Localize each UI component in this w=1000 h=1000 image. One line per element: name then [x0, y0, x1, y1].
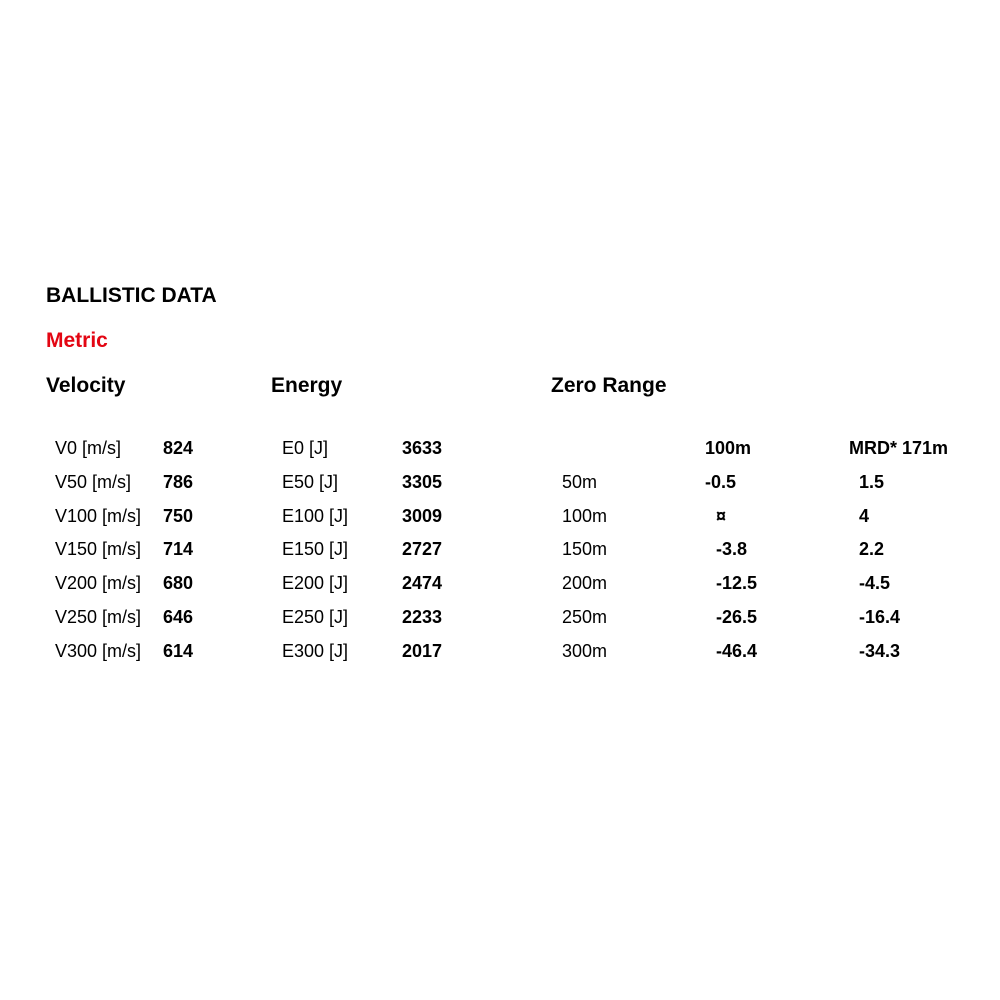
velocity-value: 786 — [163, 472, 194, 492]
velocity-value: 614 — [163, 641, 194, 661]
zero-100m-value: -0.5 — [705, 472, 737, 492]
zero-mrd-value: 1.5 — [859, 472, 885, 492]
velocity-label: V300 [m/s] — [55, 641, 142, 661]
energy-label: E100 [J] — [282, 506, 349, 526]
velocity-label: V50 [m/s] — [55, 472, 132, 492]
energy-value: 3305 — [402, 472, 443, 492]
velocity-label: V250 [m/s] — [55, 607, 142, 627]
energy-value: 3009 — [402, 506, 443, 526]
zero-mrd-value: 2.2 — [859, 539, 885, 559]
energy-value: 2474 — [402, 573, 443, 593]
zero-range-distance: 250m — [562, 607, 608, 627]
energy-label: E300 [J] — [282, 641, 349, 661]
energy-value: 2017 — [402, 641, 443, 661]
zero-range-heading: Zero Range — [551, 374, 667, 397]
zero-range-distance: 300m — [562, 641, 608, 661]
energy-label: E250 [J] — [282, 607, 349, 627]
zero-range-distance: 150m — [562, 539, 608, 559]
energy-value: 2233 — [402, 607, 443, 627]
velocity-value: 750 — [163, 506, 194, 526]
zero-range-distance: 200m — [562, 573, 608, 593]
zero-100m-value: -12.5 — [716, 573, 758, 593]
zero-mrd-header: MRD* 171m — [849, 438, 949, 458]
zero-range-distance: 100m — [562, 506, 608, 526]
zero-100m-value: -26.5 — [716, 607, 758, 627]
zero-100m-value: -3.8 — [716, 539, 748, 559]
velocity-label: V100 [m/s] — [55, 506, 142, 526]
velocity-value: 680 — [163, 573, 194, 593]
energy-heading: Energy — [271, 374, 343, 397]
velocity-label: V200 [m/s] — [55, 573, 142, 593]
zero-100m-header: 100m — [705, 438, 752, 458]
units-subtitle: Metric — [46, 329, 108, 352]
velocity-label: V150 [m/s] — [55, 539, 142, 559]
energy-value: 3633 — [402, 438, 443, 458]
velocity-value: 824 — [163, 438, 194, 458]
energy-label: E0 [J] — [282, 438, 329, 458]
energy-label: E200 [J] — [282, 573, 349, 593]
energy-label: E50 [J] — [282, 472, 339, 492]
zero-range-distance: 50m — [562, 472, 598, 492]
energy-value: 2727 — [402, 539, 443, 559]
zero-100m-value: -46.4 — [716, 641, 758, 661]
velocity-value: 646 — [163, 607, 194, 627]
page-title: BALLISTIC DATA — [46, 284, 217, 307]
zero-mrd-value: -16.4 — [859, 607, 901, 627]
velocity-heading: Velocity — [46, 374, 126, 397]
zero-mrd-value: 4 — [859, 506, 870, 526]
zero-mrd-value: -4.5 — [859, 573, 891, 593]
zero-mrd-value: -34.3 — [859, 641, 901, 661]
energy-label: E150 [J] — [282, 539, 349, 559]
velocity-value: 714 — [163, 539, 194, 559]
velocity-label: V0 [m/s] — [55, 438, 122, 458]
zero-100m-value: ¤ — [716, 506, 727, 526]
